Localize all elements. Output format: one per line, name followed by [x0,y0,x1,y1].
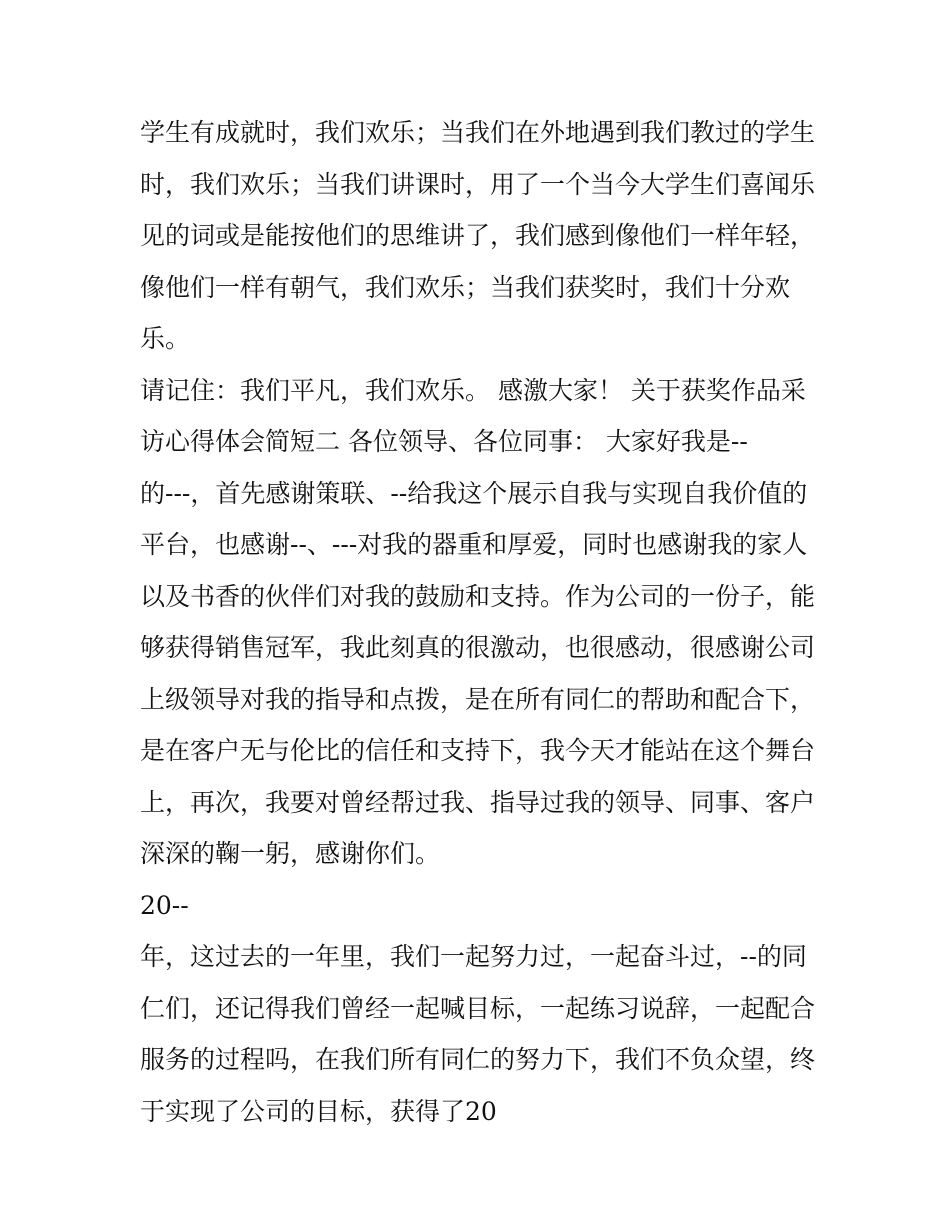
text-line: 年，这过去的一年里，我们一起努力过，一起奋斗过，--的同 [140,942,807,971]
text-line: 20-- [140,890,189,920]
text-line: 于实现了公司的目标，获得了20 [140,1096,497,1126]
text-line: 上，再次，我要对曾经帮过我、指导过我的领导、同事、客户 [140,787,816,817]
text-line: 乐。 [140,324,191,353]
text-line: 见的词或是能按他们的思维讲了，我们感到像他们一样年轻， [140,221,816,250]
text-line: 像他们一样有朝气，我们欢乐；当我们获奖时，我们十分欢 [140,272,791,302]
text-line: 够获得销售冠军，我此刻真的很激动，也很感动，很感谢公司 [140,633,816,662]
text-line: 以及书香的伙伴们对我的鼓励和支持。作为公司的一份子，能 [140,581,816,611]
text-line: 的---，首先感谢策联、--给我这个展示自我与实现自我价值的 [140,478,808,508]
text-line: 深深的鞠一躬，感谢你们。 [140,839,441,868]
body-text [140,107,820,1137]
text-line: 上级领导对我的指导和点拨，是在所有同仁的帮助和配合下， [140,684,816,714]
text-line: 请记住：我们平凡，我们欢乐。 感激大家！ 关于获奖作品采 [140,375,806,405]
text-line: 是在客户无与伦比的信任和支持下，我今天才能站在这个舞台 [140,736,816,765]
text-line: 时，我们欢乐；当我们讲课时，用了一个当今大学生们喜闻乐 [140,169,816,199]
text-line: 仁们，还记得我们曾经一起喊目标，一起练习说辞，一起配合 [140,993,816,1023]
text-line: 服务的过程吗，在我们所有同仁的努力下，我们不负众望，终 [140,1045,816,1074]
text-line: 学生有成就时，我们欢乐；当我们在外地遇到我们教过的学生 [140,118,816,147]
text-line: 访心得体会简短二 各位领导、各位同事： 大家好我是-- [140,427,748,456]
text-line: 平台，也感谢--、---对我的器重和厚爱，同时也感谢我的家人 [140,530,808,559]
